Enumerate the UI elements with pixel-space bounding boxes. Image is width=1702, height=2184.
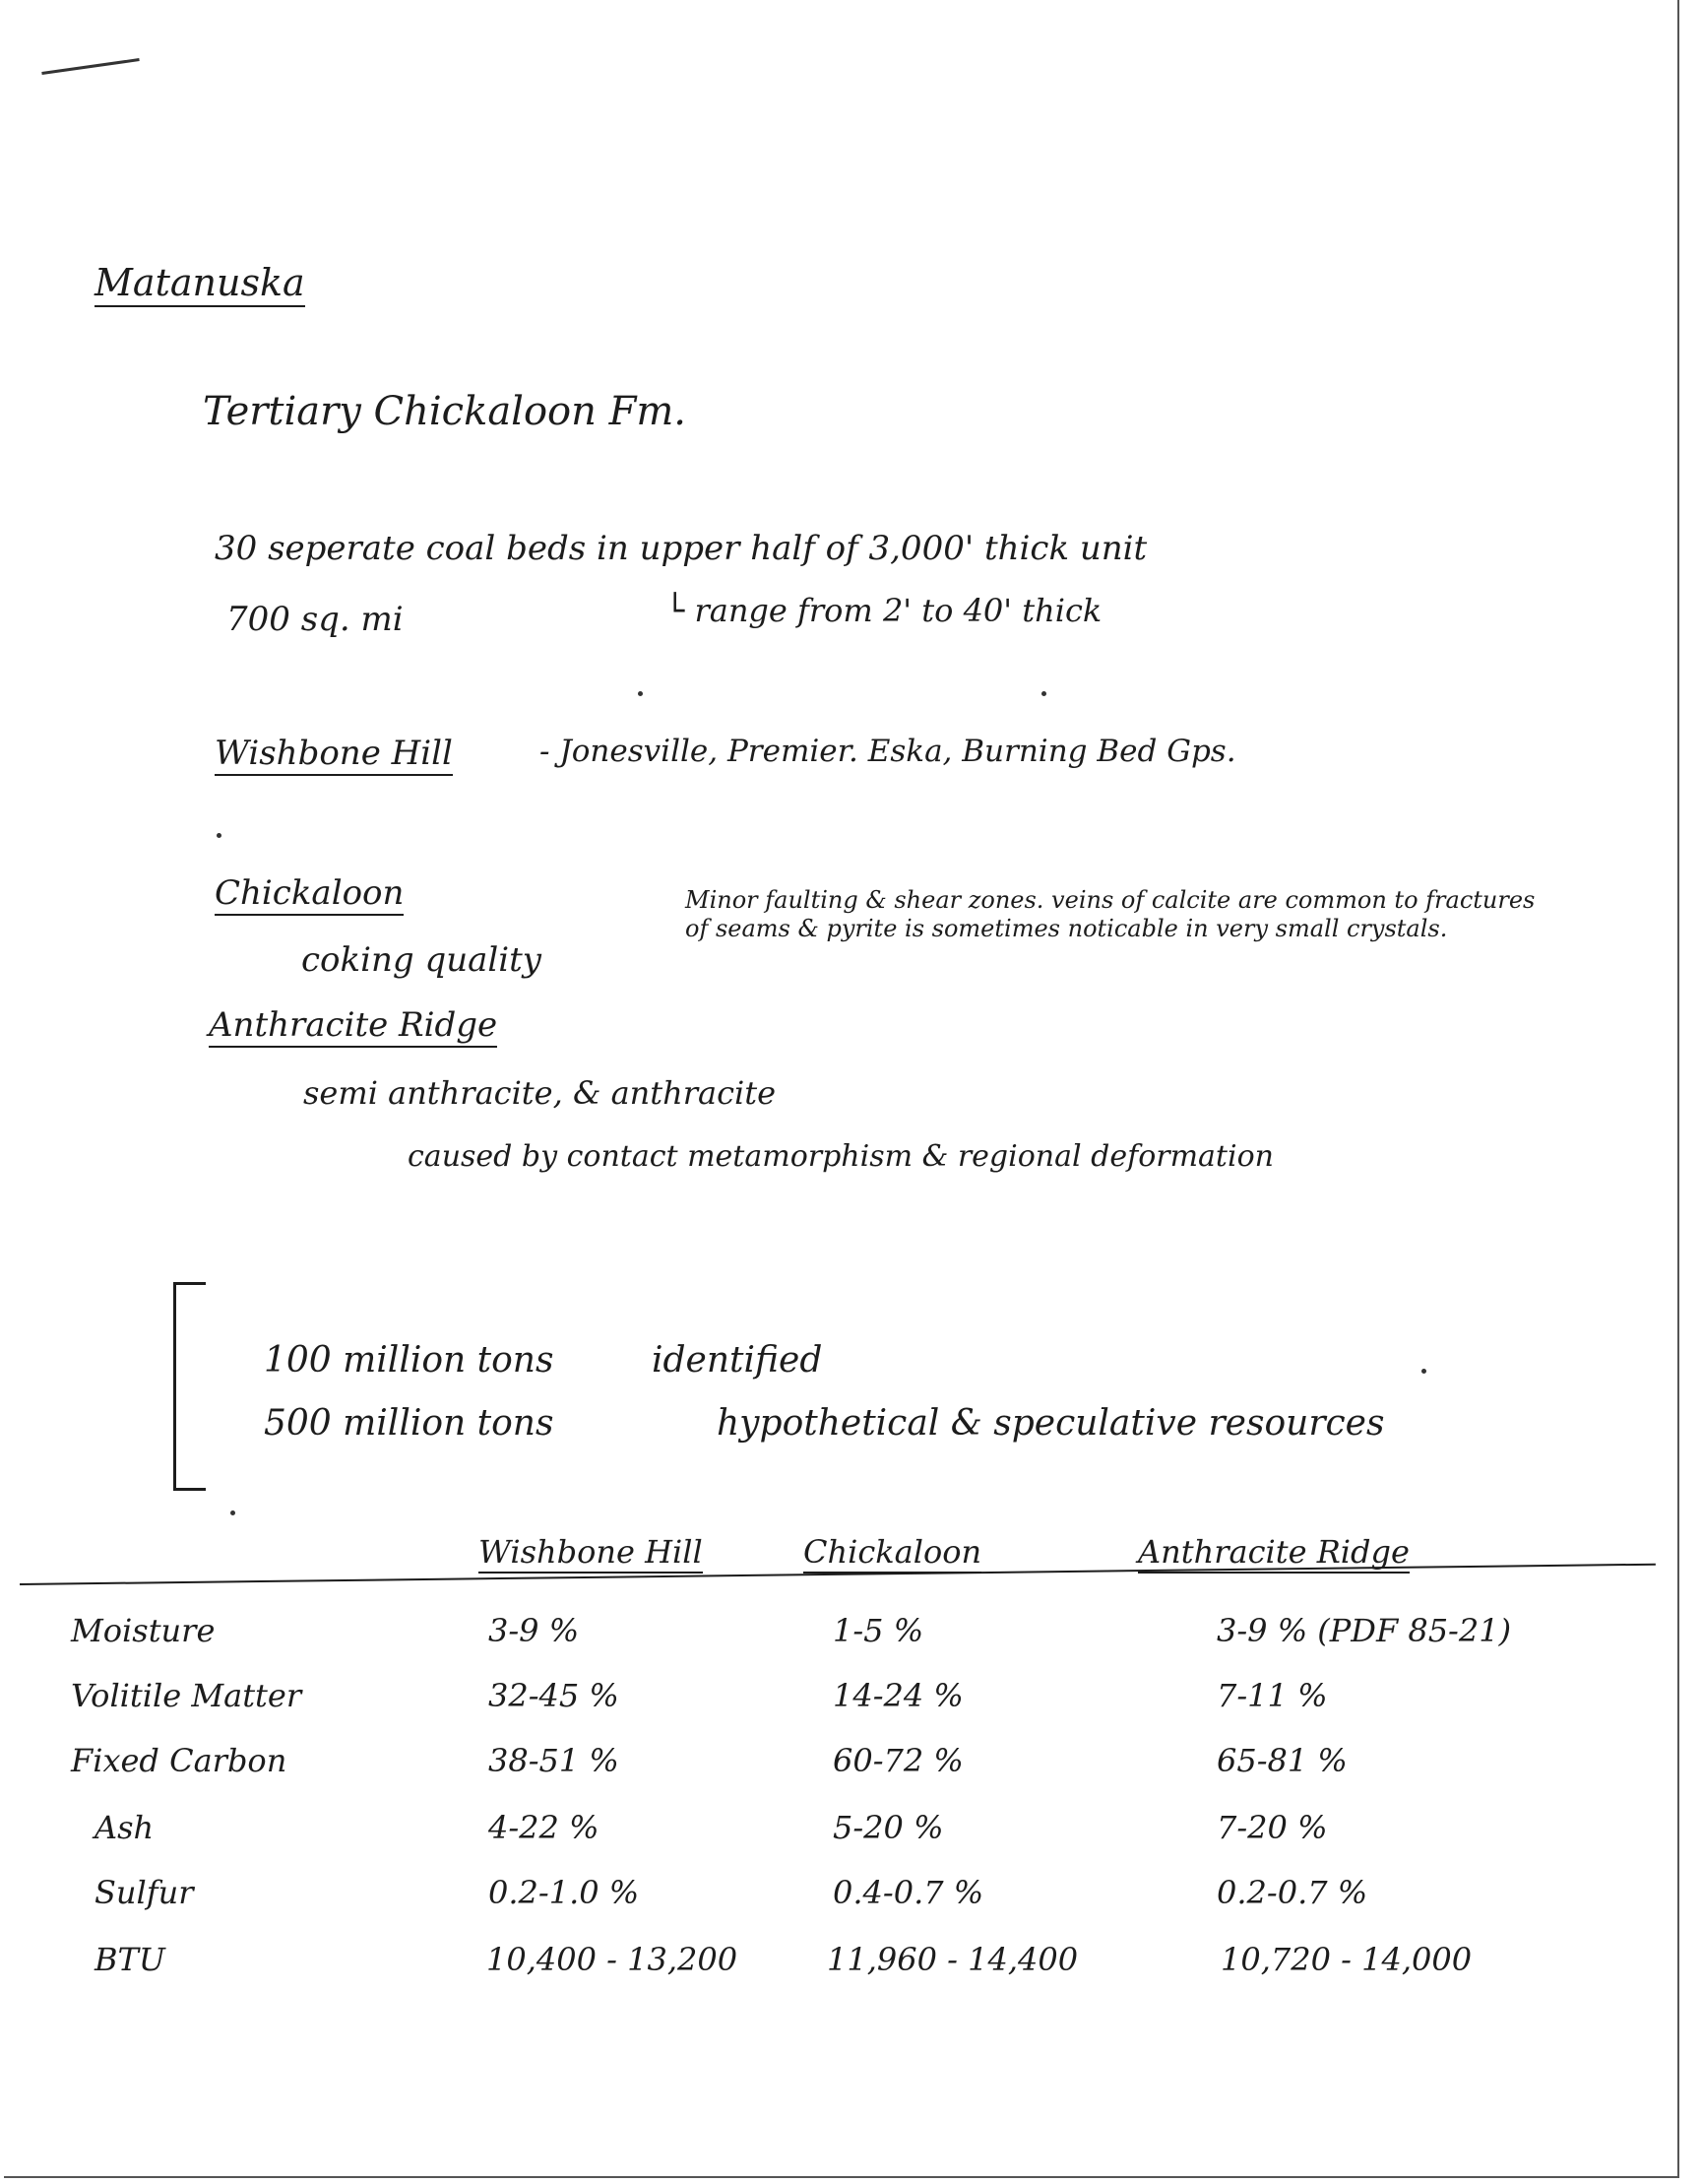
table-cell: 5-20 %	[833, 1809, 944, 1846]
table-row-label: Fixed Carbon	[71, 1742, 287, 1779]
thickness-range-note: └ range from 2' to 40' thick	[665, 592, 1103, 629]
table-cell: 0.2-0.7 %	[1217, 1874, 1368, 1911]
chickaloon-heading: Chickaloon	[215, 876, 404, 916]
wishbone-hill-heading: Wishbone Hill	[215, 737, 453, 776]
speck	[217, 833, 221, 838]
table-column-header: Wishbone Hill	[478, 1536, 703, 1574]
wishbone-hill-groups: - Jonesville, Premier. Eska, Burning Bed Gps.	[539, 734, 1236, 769]
resource-amount: 500 million tons	[264, 1403, 554, 1444]
table-cell: 10,720 - 14,000	[1221, 1941, 1473, 1978]
table-row-label: BTU	[95, 1941, 165, 1978]
resource-amount: 100 million tons	[264, 1340, 554, 1381]
table-row-label: Ash	[95, 1809, 155, 1846]
table-cell: 3-9 %	[488, 1612, 580, 1649]
table-cell: 0.2-1.0 %	[488, 1874, 640, 1911]
table-cell: 3-9 % (PDF 85-21)	[1217, 1612, 1512, 1649]
table-column-header: Anthracite Ridge	[1138, 1536, 1410, 1574]
page-edge	[4, 0, 1679, 2178]
table-row-label: Sulfur	[95, 1874, 194, 1911]
anthracite-ridge-heading: Anthracite Ridge	[209, 1008, 497, 1048]
coal-beds-note: 30 seperate coal beds in upper half of 3,000' thick unit	[215, 529, 1148, 568]
page-title: Matanuska	[95, 264, 305, 307]
resource-bracket	[173, 1282, 206, 1491]
table-cell: 7-11 %	[1217, 1677, 1328, 1714]
table-cell: 38-51 %	[488, 1742, 619, 1779]
table-cell: 65-81 %	[1217, 1742, 1348, 1779]
resource-kind: hypothetical & speculative resources	[717, 1403, 1385, 1444]
table-cell: 10,400 - 13,200	[486, 1941, 738, 1978]
resource-kind: identified	[652, 1340, 823, 1381]
table-cell: 60-72 %	[833, 1742, 964, 1779]
table-column-header: Chickaloon	[803, 1536, 981, 1574]
table-cell: 0.4-0.7 %	[833, 1874, 984, 1911]
speck	[1041, 691, 1046, 696]
formation-name: Tertiary Chickaloon Fm.	[203, 389, 686, 434]
table-cell: 4-22 %	[488, 1809, 599, 1846]
anthracite-cause: caused by contact metamorphism & regional deformation	[408, 1139, 1274, 1174]
table-cell: 1-5 %	[833, 1612, 924, 1649]
anthracite-rank: semi anthracite, & anthracite	[303, 1074, 777, 1112]
table-cell: 32-45 %	[488, 1677, 619, 1714]
table-row-label: Volitile Matter	[71, 1677, 302, 1714]
speck	[638, 691, 643, 696]
table-cell: 14-24 %	[833, 1677, 964, 1714]
speck	[1421, 1369, 1426, 1374]
chickaloon-structure-note: Minor faulting & shear zones. veins of calcite are common to fractures of seams & pyrite is sometimes noticable in very small crystals.	[685, 886, 1536, 942]
table-cell: 7-20 %	[1217, 1809, 1328, 1846]
table-cell: 11,960 - 14,400	[827, 1941, 1079, 1978]
speck	[230, 1510, 235, 1515]
chickaloon-quality: coking quality	[301, 940, 542, 980]
area-note: 700 sq. mi	[226, 600, 404, 639]
table-row-label: Moisture	[71, 1612, 216, 1649]
